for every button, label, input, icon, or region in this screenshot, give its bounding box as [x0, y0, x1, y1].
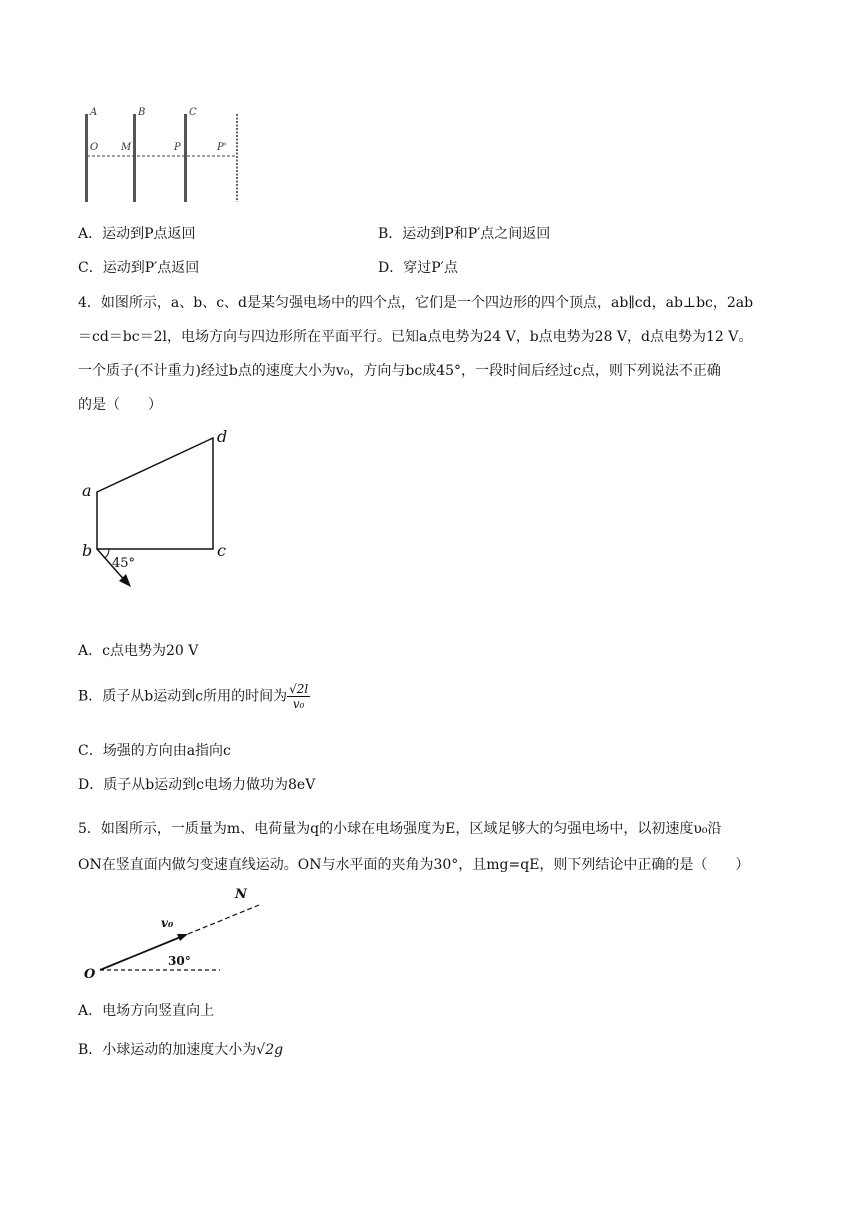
q4-option-a: A．c点电势为20 V: [78, 643, 199, 659]
plates-figure: [76, 102, 246, 206]
q3-option-b: B．运动到P和P′点之间返回: [378, 226, 551, 242]
q5-stem-line-2: ON在竖直面内做匀变速直线运动。ON与水平面的夹角为30°，且mg=qE，则下列结论中正确的是（ ）: [78, 857, 750, 873]
q4-fraction-denominator: v₀: [292, 697, 305, 711]
on-dashed-line: [188, 905, 259, 934]
q3-option-d: D．穿过P′点: [378, 260, 458, 276]
q5-option-b: [78, 1040, 283, 1060]
q4-option-b: [78, 682, 310, 722]
q3-option-c: C．运动到P′点返回: [78, 260, 200, 276]
quadrilateral-abcd: [97, 438, 213, 549]
q4-option-d: D．质子从b运动到c电场力做功为8eV: [78, 777, 316, 793]
q4-stem-line-3: 一个质子(不计重力)经过b点的速度大小为v₀，方向与bc成45°，一段时间后经过c点，则下列说法不正确: [78, 363, 721, 379]
velocity-arrowhead: [177, 934, 188, 941]
label-N: N: [235, 887, 247, 902]
q4-stem-line-1: 4．如图所示，a、b、c、d是某匀强电场中的四个点，它们是一个四边形的四个顶点，ab∥cd，ab⊥bc，2ab: [78, 295, 754, 311]
q5-option-b-math: √2g: [256, 1042, 284, 1058]
label-M: M: [121, 142, 132, 153]
label-30-degrees: 30°: [168, 954, 191, 968]
label-v0: v₀: [161, 916, 174, 930]
plate-A: [85, 114, 88, 202]
plate-B: [133, 114, 136, 202]
q4-stem-line-2: ＝cd＝bc＝2l，电场方向与四边形所在平面平行。已知a点电势为24 V，b点电势为28 V，d点电势为12 V。: [78, 329, 753, 345]
label-C: C: [189, 107, 197, 118]
label-B: B: [138, 107, 146, 118]
q5-option-b-text: B．小球运动的加速度大小为: [78, 1042, 257, 1058]
q4-option-b-text: B．质子从b运动到c所用的时间为: [78, 688, 288, 705]
q4-option-b-fraction: [287, 682, 310, 711]
label-45-degrees: 45°: [112, 556, 136, 571]
q3-option-a: A．运动到P点返回: [78, 226, 196, 242]
q5-stem-line-1: 5．如图所示，一质量为m、电荷量为q的小球在电场强度为E，区域足够大的匀强电场中，以初速度υ₀沿: [78, 821, 722, 837]
label-A: A: [90, 107, 98, 118]
incline-velocity-figure: [78, 882, 278, 982]
label-O: O: [84, 967, 96, 982]
label-a: a: [82, 481, 92, 500]
q4-fraction-numerator: √2l: [289, 682, 309, 696]
label-O: O: [90, 142, 99, 153]
q5-option-a: A．电场方向竖直向上: [78, 1003, 215, 1019]
label-P-prime: P': [217, 142, 227, 153]
label-d: d: [217, 427, 228, 446]
angle-arc: [105, 549, 109, 558]
plate-C: [184, 114, 187, 202]
quadrilateral-figure: [78, 426, 248, 596]
q4-stem-line-4: 的是（ ）: [78, 397, 162, 413]
q4-option-c: C．场强的方向由a指向c: [78, 743, 231, 759]
label-P: P: [174, 142, 181, 153]
label-b: b: [82, 541, 93, 560]
label-c: c: [217, 541, 226, 560]
